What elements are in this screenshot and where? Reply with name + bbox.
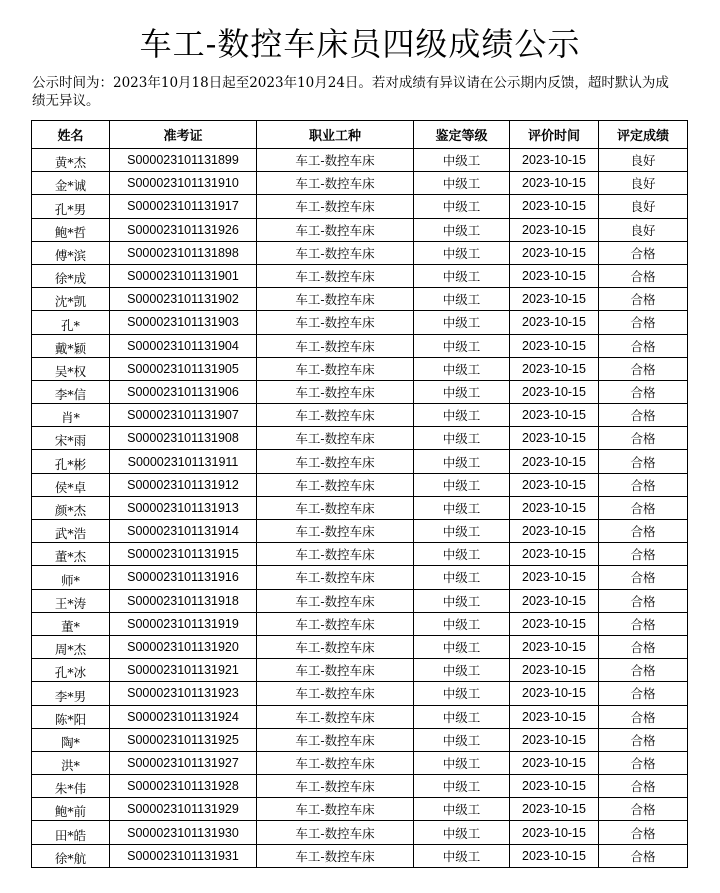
cell-level: 中级工	[414, 380, 510, 403]
page-title: 车工-数控车床员四级成绩公示	[139, 25, 581, 63]
cell-name: 黄*杰	[32, 149, 110, 172]
cell-level: 中级工	[414, 844, 510, 867]
cell-occupation: 车工-数控车床	[257, 427, 414, 450]
cell-result: 合格	[599, 311, 688, 334]
cell-occupation: 车工-数控车床	[257, 659, 414, 682]
cell-level: 中级工	[414, 264, 510, 287]
table-row	[32, 450, 688, 473]
cell-result: 合格	[599, 334, 688, 357]
cell-ticket-number: S000023101131917	[110, 195, 257, 218]
cell-name: 徐*航	[32, 844, 110, 867]
cell-eval-date: 2023-10-15	[510, 543, 599, 566]
cell-eval-date: 2023-10-15	[510, 149, 599, 172]
cell-occupation: 车工-数控车床	[257, 334, 414, 357]
cell-name: 李*信	[32, 380, 110, 403]
cell-ticket-number: S000023101131927	[110, 751, 257, 774]
cell-occupation: 车工-数控车床	[257, 473, 414, 496]
cell-name: 孔*	[32, 311, 110, 334]
cell-level: 中级工	[414, 195, 510, 218]
cell-occupation: 车工-数控车床	[257, 682, 414, 705]
cell-name: 孔*冰	[32, 659, 110, 682]
cell-name: 金*诚	[32, 172, 110, 195]
cell-level: 中级工	[414, 288, 510, 311]
table-row	[32, 241, 688, 264]
table-header-row	[32, 121, 688, 149]
cell-result: 合格	[599, 682, 688, 705]
cell-name: 鲍*前	[32, 798, 110, 821]
table-row	[32, 775, 688, 798]
cell-ticket-number: S000023101131925	[110, 728, 257, 751]
table-row	[32, 195, 688, 218]
cell-level: 中级工	[414, 450, 510, 473]
cell-ticket-number: S000023101131914	[110, 520, 257, 543]
cell-occupation: 车工-数控车床	[257, 288, 414, 311]
cell-eval-date: 2023-10-15	[510, 241, 599, 264]
cell-eval-date: 2023-10-15	[510, 264, 599, 287]
cell-occupation: 车工-数控车床	[257, 844, 414, 867]
cell-eval-date: 2023-10-15	[510, 566, 599, 589]
header-occupation: 职业工种	[257, 121, 414, 149]
cell-level: 中级工	[414, 682, 510, 705]
cell-ticket-number: S000023101131907	[110, 404, 257, 427]
cell-result: 合格	[599, 798, 688, 821]
table-row	[32, 473, 688, 496]
cell-result: 合格	[599, 775, 688, 798]
cell-occupation: 车工-数控车床	[257, 172, 414, 195]
cell-ticket-number: S000023101131906	[110, 380, 257, 403]
table-row	[32, 612, 688, 635]
cell-occupation: 车工-数控车床	[257, 705, 414, 728]
cell-name: 颜*杰	[32, 496, 110, 519]
table-row	[32, 659, 688, 682]
cell-occupation: 车工-数控车床	[257, 751, 414, 774]
cell-level: 中级工	[414, 635, 510, 658]
table-row	[32, 728, 688, 751]
cell-eval-date: 2023-10-15	[510, 751, 599, 774]
cell-ticket-number: S000023101131908	[110, 427, 257, 450]
cell-name: 田*皓	[32, 821, 110, 844]
cell-level: 中级工	[414, 149, 510, 172]
cell-level: 中级工	[414, 520, 510, 543]
cell-occupation: 车工-数控车床	[257, 357, 414, 380]
cell-result: 合格	[599, 427, 688, 450]
cell-ticket-number: S000023101131929	[110, 798, 257, 821]
table-row	[32, 496, 688, 519]
cell-result: 合格	[599, 241, 688, 264]
cell-ticket-number: S000023101131910	[110, 172, 257, 195]
cell-ticket-number: S000023101131898	[110, 241, 257, 264]
cell-occupation: 车工-数控车床	[257, 798, 414, 821]
cell-occupation: 车工-数控车床	[257, 775, 414, 798]
cell-name: 陈*阳	[32, 705, 110, 728]
cell-result: 合格	[599, 543, 688, 566]
cell-level: 中级工	[414, 357, 510, 380]
cell-occupation: 车工-数控车床	[257, 404, 414, 427]
cell-result: 合格	[599, 380, 688, 403]
cell-name: 武*浩	[32, 520, 110, 543]
table-row	[32, 589, 688, 612]
table-row	[32, 520, 688, 543]
cell-ticket-number: S000023101131913	[110, 496, 257, 519]
cell-result: 合格	[599, 357, 688, 380]
table-row	[32, 334, 688, 357]
cell-name: 朱*伟	[32, 775, 110, 798]
cell-eval-date: 2023-10-15	[510, 844, 599, 867]
table-row	[32, 682, 688, 705]
cell-level: 中级工	[414, 473, 510, 496]
cell-occupation: 车工-数控车床	[257, 612, 414, 635]
cell-eval-date: 2023-10-15	[510, 357, 599, 380]
cell-result: 合格	[599, 705, 688, 728]
cell-result: 合格	[599, 589, 688, 612]
cell-name: 董*杰	[32, 543, 110, 566]
cell-ticket-number: S000023101131904	[110, 334, 257, 357]
cell-name: 孔*男	[32, 195, 110, 218]
cell-eval-date: 2023-10-15	[510, 589, 599, 612]
cell-eval-date: 2023-10-15	[510, 288, 599, 311]
cell-ticket-number: S000023101131931	[110, 844, 257, 867]
cell-result: 合格	[599, 821, 688, 844]
table-row	[32, 264, 688, 287]
cell-ticket-number: S000023101131911	[110, 450, 257, 473]
table-row	[32, 172, 688, 195]
cell-result: 合格	[599, 520, 688, 543]
cell-eval-date: 2023-10-15	[510, 705, 599, 728]
cell-result: 合格	[599, 496, 688, 519]
table-row	[32, 844, 688, 867]
cell-eval-date: 2023-10-15	[510, 334, 599, 357]
table-row	[32, 427, 688, 450]
cell-level: 中级工	[414, 705, 510, 728]
cell-name: 沈*凯	[32, 288, 110, 311]
table-row	[32, 404, 688, 427]
cell-ticket-number: S000023101131901	[110, 264, 257, 287]
cell-level: 中级工	[414, 821, 510, 844]
cell-ticket-number: S000023101131930	[110, 821, 257, 844]
cell-result: 合格	[599, 844, 688, 867]
cell-eval-date: 2023-10-15	[510, 635, 599, 658]
cell-level: 中级工	[414, 334, 510, 357]
table-row	[32, 751, 688, 774]
table-row	[32, 798, 688, 821]
cell-name: 肖*	[32, 404, 110, 427]
cell-eval-date: 2023-10-15	[510, 821, 599, 844]
header-level: 鉴定等级	[414, 121, 510, 149]
cell-level: 中级工	[414, 404, 510, 427]
table-row	[32, 380, 688, 403]
cell-ticket-number: S000023101131903	[110, 311, 257, 334]
cell-name: 李*男	[32, 682, 110, 705]
cell-eval-date: 2023-10-15	[510, 380, 599, 403]
cell-eval-date: 2023-10-15	[510, 798, 599, 821]
cell-name: 周*杰	[32, 635, 110, 658]
table-row	[32, 566, 688, 589]
cell-result: 合格	[599, 659, 688, 682]
cell-level: 中级工	[414, 496, 510, 519]
cell-eval-date: 2023-10-15	[510, 682, 599, 705]
cell-name: 师*	[32, 566, 110, 589]
cell-ticket-number: S000023101131928	[110, 775, 257, 798]
cell-eval-date: 2023-10-15	[510, 496, 599, 519]
cell-result: 合格	[599, 404, 688, 427]
cell-occupation: 车工-数控车床	[257, 311, 414, 334]
cell-eval-date: 2023-10-15	[510, 311, 599, 334]
results-table	[31, 120, 688, 868]
table-row	[32, 311, 688, 334]
cell-name: 王*涛	[32, 589, 110, 612]
cell-name: 戴*颖	[32, 334, 110, 357]
cell-level: 中级工	[414, 241, 510, 264]
cell-result: 合格	[599, 566, 688, 589]
cell-name: 鲍*哲	[32, 218, 110, 241]
cell-level: 中级工	[414, 728, 510, 751]
cell-level: 中级工	[414, 751, 510, 774]
cell-occupation: 车工-数控车床	[257, 496, 414, 519]
cell-level: 中级工	[414, 543, 510, 566]
cell-result: 合格	[599, 450, 688, 473]
cell-occupation: 车工-数控车床	[257, 264, 414, 287]
cell-eval-date: 2023-10-15	[510, 520, 599, 543]
cell-eval-date: 2023-10-15	[510, 728, 599, 751]
notice-text: 公示时间为：2023年10月18日起至2023年10月24日。若对成绩有异议请在公示期内反馈，超时默认为成绩无异议。	[32, 75, 669, 109]
cell-occupation: 车工-数控车床	[257, 728, 414, 751]
cell-eval-date: 2023-10-15	[510, 473, 599, 496]
cell-level: 中级工	[414, 427, 510, 450]
cell-occupation: 车工-数控车床	[257, 149, 414, 172]
cell-occupation: 车工-数控车床	[257, 566, 414, 589]
cell-ticket-number: S000023101131902	[110, 288, 257, 311]
cell-ticket-number: S000023101131918	[110, 589, 257, 612]
table-row	[32, 705, 688, 728]
cell-name: 傅*滨	[32, 241, 110, 264]
cell-name: 董*	[32, 612, 110, 635]
cell-occupation: 车工-数控车床	[257, 589, 414, 612]
cell-result: 合格	[599, 612, 688, 635]
cell-level: 中级工	[414, 172, 510, 195]
cell-ticket-number: S000023101131923	[110, 682, 257, 705]
cell-result: 良好	[599, 218, 688, 241]
cell-result: 良好	[599, 149, 688, 172]
table-row	[32, 821, 688, 844]
cell-ticket-number: S000023101131905	[110, 357, 257, 380]
cell-occupation: 车工-数控车床	[257, 520, 414, 543]
cell-level: 中级工	[414, 566, 510, 589]
cell-eval-date: 2023-10-15	[510, 404, 599, 427]
cell-level: 中级工	[414, 612, 510, 635]
cell-eval-date: 2023-10-15	[510, 427, 599, 450]
table-row	[32, 288, 688, 311]
cell-eval-date: 2023-10-15	[510, 775, 599, 798]
cell-occupation: 车工-数控车床	[257, 380, 414, 403]
cell-result: 良好	[599, 172, 688, 195]
cell-occupation: 车工-数控车床	[257, 635, 414, 658]
cell-level: 中级工	[414, 775, 510, 798]
cell-ticket-number: S000023101131899	[110, 149, 257, 172]
cell-eval-date: 2023-10-15	[510, 450, 599, 473]
cell-eval-date: 2023-10-15	[510, 172, 599, 195]
cell-ticket-number: S000023101131921	[110, 659, 257, 682]
cell-name: 宋*雨	[32, 427, 110, 450]
cell-ticket-number: S000023101131915	[110, 543, 257, 566]
cell-ticket-number: S000023101131912	[110, 473, 257, 496]
cell-eval-date: 2023-10-15	[510, 659, 599, 682]
cell-result: 合格	[599, 288, 688, 311]
cell-result: 合格	[599, 264, 688, 287]
cell-eval-date: 2023-10-15	[510, 218, 599, 241]
header-eval-date: 评价时间	[510, 121, 599, 149]
table-row	[32, 635, 688, 658]
cell-name: 徐*成	[32, 264, 110, 287]
table-body	[32, 149, 688, 868]
cell-occupation: 车工-数控车床	[257, 543, 414, 566]
cell-occupation: 车工-数控车床	[257, 195, 414, 218]
cell-ticket-number: S000023101131916	[110, 566, 257, 589]
table-row	[32, 357, 688, 380]
cell-level: 中级工	[414, 589, 510, 612]
cell-result: 合格	[599, 751, 688, 774]
header-ticket: 准考证	[110, 121, 257, 149]
cell-name: 孔*彬	[32, 450, 110, 473]
cell-occupation: 车工-数控车床	[257, 821, 414, 844]
table-row	[32, 218, 688, 241]
cell-result: 合格	[599, 728, 688, 751]
cell-ticket-number: S000023101131919	[110, 612, 257, 635]
cell-level: 中级工	[414, 659, 510, 682]
cell-occupation: 车工-数控车床	[257, 450, 414, 473]
cell-level: 中级工	[414, 311, 510, 334]
cell-level: 中级工	[414, 798, 510, 821]
cell-ticket-number: S000023101131924	[110, 705, 257, 728]
cell-ticket-number: S000023101131926	[110, 218, 257, 241]
cell-name: 洪*	[32, 751, 110, 774]
cell-occupation: 车工-数控车床	[257, 241, 414, 264]
header-result: 评定成绩	[599, 121, 688, 149]
cell-name: 陶*	[32, 728, 110, 751]
cell-ticket-number: S000023101131920	[110, 635, 257, 658]
cell-occupation: 车工-数控车床	[257, 218, 414, 241]
cell-level: 中级工	[414, 218, 510, 241]
header-name: 姓名	[32, 121, 110, 149]
cell-eval-date: 2023-10-15	[510, 195, 599, 218]
cell-result: 合格	[599, 473, 688, 496]
cell-name: 吴*权	[32, 357, 110, 380]
cell-eval-date: 2023-10-15	[510, 612, 599, 635]
cell-result: 良好	[599, 195, 688, 218]
table-row	[32, 149, 688, 172]
cell-name: 侯*卓	[32, 473, 110, 496]
cell-result: 合格	[599, 635, 688, 658]
table-row	[32, 543, 688, 566]
